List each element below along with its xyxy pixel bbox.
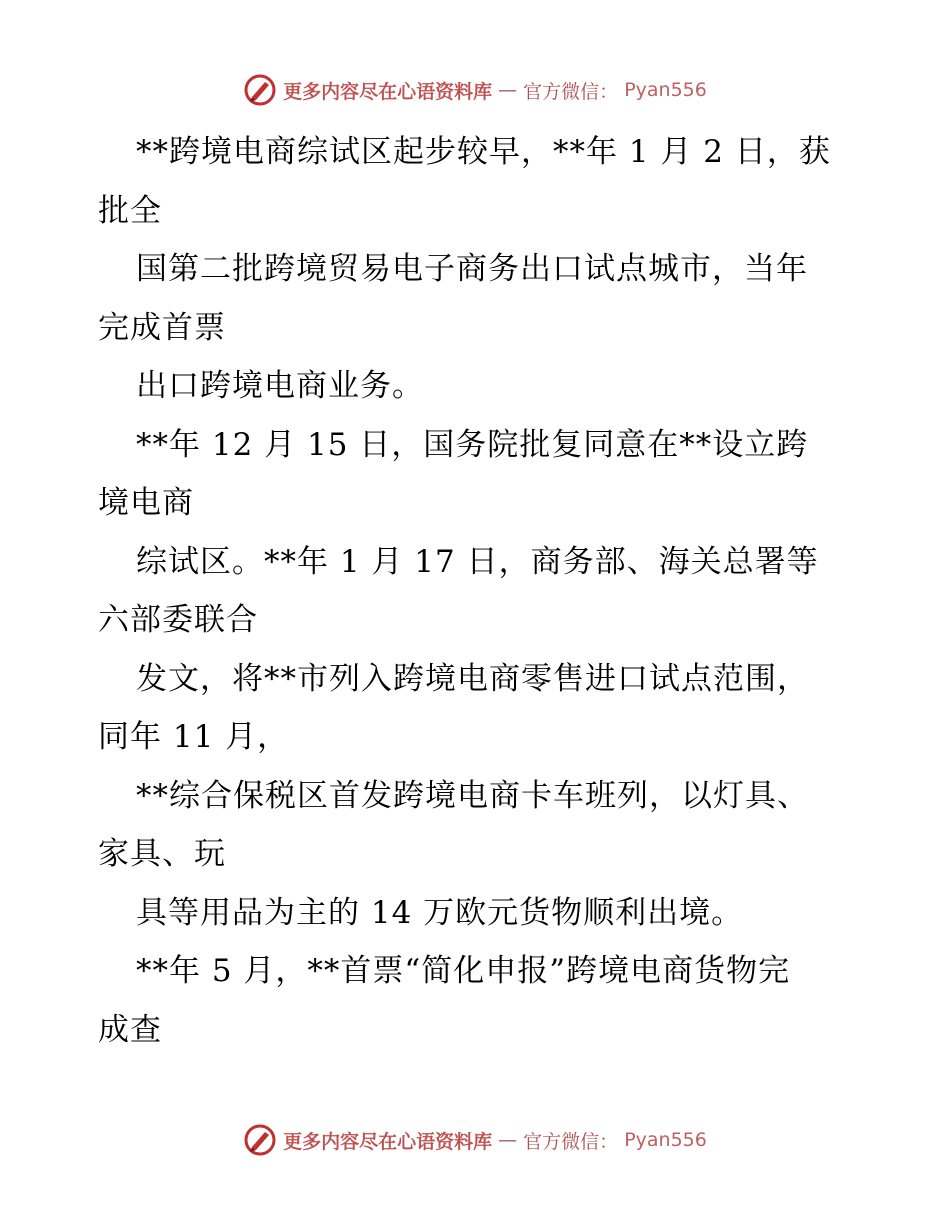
footer-separator: — [498,1129,518,1151]
text-line: 成查 [98,1011,162,1048]
text-line: 国第二批跨境贸易电子商务出口试点城市，当年 [136,251,808,287]
text-line: **年 5 月，**首票“简化申报”跨境电商货物完 [136,953,791,989]
text-line: 具等用品为主的 14 万欧元货物顺利出境。 [136,894,744,931]
footer-wechat-id: Pyan556 [624,1129,707,1151]
header-brand [243,73,707,107]
text-line: 同年 11 月， [98,719,290,755]
text-line: 批全 [98,192,162,229]
page-footer [0,1120,950,1160]
text-line: 综试区。**年 1 月 17 日，商务部、海关总署等 [136,543,819,580]
text-line: 家具、玩 [98,836,226,872]
text-line: 六部委联合 [98,602,258,638]
document-body [98,123,858,1059]
text-line: 发文，将**市列入跨境电商零售进口试点范围， [136,660,809,697]
text-line: **综合保税区首发跨境电商卡车班列，以灯具、 [136,777,809,814]
footer-wechat-label: 官方微信： [523,1130,619,1153]
brand-logo-icon [243,1123,277,1157]
text-line: 境电商 [98,485,194,521]
header-separator: — [498,79,518,101]
header-wechat-label: 官方微信： [523,80,619,103]
brand-logo-icon [243,73,277,107]
footer-brand-name: 更多内容尽在心语资料库 [283,1130,493,1153]
page-header [0,70,950,110]
text-line: 出口跨境电商业务。 [136,368,424,404]
text-line: **年 12 月 15 日，国务院批复同意在**设立跨 [136,426,809,463]
text-line: **跨境电商综试区起步较早，**年 1 月 2 日，获 [136,134,831,170]
text-line: 完成首票 [98,309,226,346]
footer-brand [243,1123,707,1157]
header-brand-name: 更多内容尽在心语资料库 [283,80,493,103]
header-wechat-id: Pyan556 [624,79,707,101]
